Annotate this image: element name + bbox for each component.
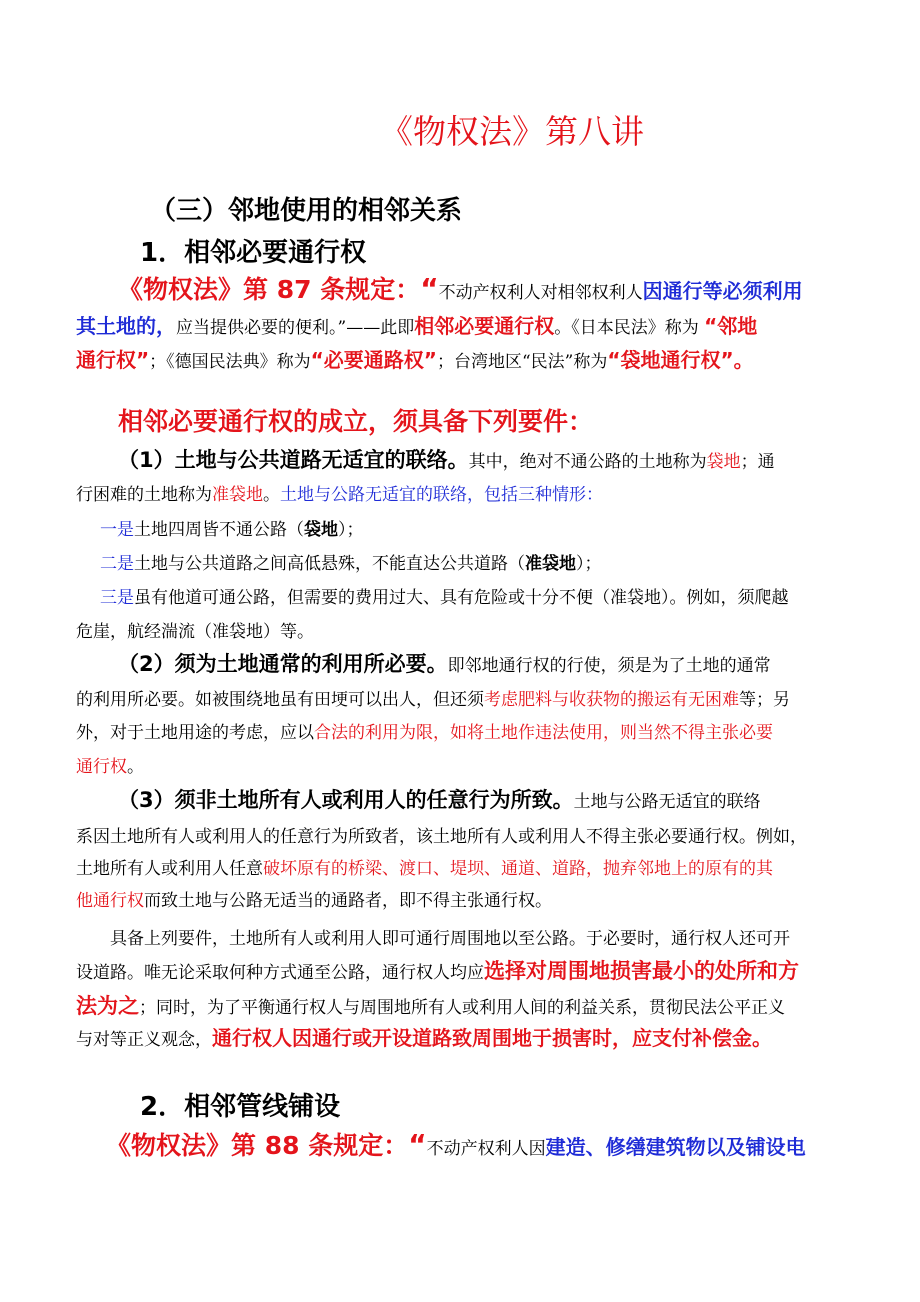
summary-text: 设道路。唯无论采取何种方式通至公路，通行权人均应 bbox=[76, 963, 484, 983]
subsection-heading-2: 2．相邻管线铺设 bbox=[140, 1092, 341, 1122]
req2-line-2 bbox=[76, 685, 790, 710]
summary-emph: 法为之 bbox=[76, 994, 139, 1018]
req1-text: 其中，绝对不通公路的土地称为 bbox=[468, 452, 707, 472]
quote-mark: “ bbox=[408, 1128, 427, 1161]
req2-text: 。 bbox=[127, 757, 144, 777]
req2-term: 考虑肥料与收获物的搬运有无困难 bbox=[484, 690, 739, 710]
art87-text: 不动产权利人对相邻权利人 bbox=[438, 283, 643, 303]
req1-line-1 bbox=[118, 444, 775, 474]
art87-line-3 bbox=[76, 344, 754, 373]
case-label: 三是 bbox=[100, 588, 134, 608]
summary-text: 与对等正义观念， bbox=[76, 1030, 212, 1050]
summary-text: ；同时，为了平衡通行权人与周围地所有人或利用人间的利益关系，贯彻民法公平正义 bbox=[139, 998, 785, 1018]
req3-text: 而致土地与公路无适当的通路者，即不得主张通行权。 bbox=[144, 891, 552, 911]
req1-heading: （1）土地与公共道路无适宜的联络。 bbox=[118, 448, 469, 472]
req2-text: 的利用所必要。如被围绕地虽有田埂可以出人，但还须 bbox=[76, 690, 484, 710]
art87-line-1 bbox=[118, 270, 803, 306]
quote-mark: “ bbox=[420, 272, 439, 305]
req2-line-4 bbox=[76, 752, 144, 777]
art88-lead: 《物权法》第 88 条规定： bbox=[106, 1131, 409, 1160]
case-term: 准袋地 bbox=[525, 554, 576, 574]
subsection-heading-1: 1．相邻必要通行权 bbox=[140, 238, 367, 268]
art87-text: ；《德国民法典》称为 bbox=[149, 352, 311, 372]
art87-term: “邻地 bbox=[704, 314, 758, 338]
req2-line-1 bbox=[118, 648, 771, 678]
art87-text: 。《日本民法》称为 bbox=[554, 318, 705, 338]
req1-text: 。 bbox=[263, 485, 280, 505]
req1-term: 袋地 bbox=[706, 452, 741, 472]
art87-term: 通行权” bbox=[76, 348, 150, 372]
case-3 bbox=[100, 583, 789, 608]
case-text: ）； bbox=[338, 520, 364, 540]
art87-emph: 其土地的， bbox=[76, 314, 176, 338]
art87-term: “必要通路权” bbox=[310, 348, 437, 372]
req2-text: 即邻地通行权的行使，须是为了土地的通常 bbox=[447, 656, 771, 676]
req3-term: 他通行权 bbox=[76, 891, 144, 911]
req3-line-3 bbox=[76, 854, 773, 879]
req2-text: 等；另 bbox=[739, 690, 790, 710]
req3-term: 破坏原有的桥梁、渡口、堤坝、通道、道路，抛弃邻地上的原有的其 bbox=[263, 859, 773, 879]
summary-line-3 bbox=[76, 990, 785, 1020]
case-term: 袋地 bbox=[304, 520, 338, 540]
req2-text: 外，对于土地用途的考虑，应以 bbox=[76, 723, 314, 743]
case-label: 一是 bbox=[100, 520, 134, 540]
case-text: 虽有他道可通公路，但需要的费用过大、具有危险或十分不便（准袋地）。例如，须爬越 bbox=[134, 588, 789, 608]
section-heading: （三）邻地使用的相邻关系 bbox=[150, 196, 463, 226]
page-title: 《物权法》第八讲 bbox=[380, 112, 644, 151]
art87-term: 。 bbox=[733, 348, 754, 372]
req1-line-2 bbox=[76, 480, 603, 505]
case-3-cont: 危崖，航经湍流（准袋地）等。 bbox=[76, 622, 314, 642]
req1-text: 行困难的土地称为 bbox=[76, 485, 212, 505]
req3-text: 土地与公路无适宜的联络 bbox=[573, 792, 761, 812]
art87-text: ；台湾地区“民法”称为 bbox=[436, 352, 608, 372]
req1-text: ；通 bbox=[740, 452, 775, 472]
summary-emph: 通行权人因通行或开设道路致周围地于损害时，应支付补偿金。 bbox=[212, 1026, 772, 1050]
summary-line-4 bbox=[76, 1022, 772, 1051]
case-1 bbox=[100, 515, 364, 540]
art87-term: “袋地通行权” bbox=[607, 348, 734, 372]
summary-emph: 选择对周围地损害最小的处所和方 bbox=[484, 959, 799, 983]
req3-text: 土地所有人或利用人任意 bbox=[76, 859, 263, 879]
req2-line-3 bbox=[76, 718, 773, 743]
art87-text: 应当提供必要的便利。”——此即 bbox=[176, 318, 415, 338]
art87-emph: 因通行等必须利用 bbox=[642, 279, 803, 303]
req3-line-4 bbox=[76, 886, 552, 911]
summary-line-2 bbox=[76, 955, 799, 985]
art87-term: 相邻必要通行权 bbox=[414, 314, 555, 338]
req3-heading: （3）须非土地所有人或利用人的任意行为所致。 bbox=[118, 788, 574, 812]
req1-emph: 土地与公路无适宜的联络，包括三种情形： bbox=[280, 485, 603, 505]
req1-term: 准袋地 bbox=[212, 485, 263, 505]
art88-emph: 建造、修缮建筑物以及铺设电 bbox=[545, 1135, 806, 1159]
art88-line-1 bbox=[106, 1126, 806, 1162]
case-text: 土地四周皆不通公路（ bbox=[134, 520, 304, 540]
art87-line-2 bbox=[76, 310, 757, 339]
req3-line-2: 系因土地所有人或利用人的任意行为所致者，该土地所有人或利用人不得主张必要通行权。例如， bbox=[76, 827, 807, 847]
req2-term: 合法的利用为限，如将土地作违法使用，则当然不得主张必要 bbox=[314, 723, 773, 743]
req2-heading: （2）须为土地通常的利用所必要。 bbox=[118, 652, 448, 676]
case-text: ）； bbox=[576, 554, 602, 574]
case-text: 土地与公共道路之间高低悬殊，不能直达公共道路（ bbox=[134, 554, 525, 574]
req3-line-1 bbox=[118, 784, 761, 814]
art87-lead: 《物权法》第 87 条规定： bbox=[118, 275, 421, 304]
case-label: 二是 bbox=[100, 554, 134, 574]
requirements-heading: 相邻必要通行权的成立，须具备下列要件： bbox=[118, 407, 594, 436]
case-2 bbox=[100, 549, 602, 574]
art88-text: 不动产权利人因 bbox=[426, 1139, 546, 1159]
summary-line-1: 具备上列要件，土地所有人或利用人即可通行周围地以至公路。于必要时，通行权人还可开 bbox=[110, 929, 790, 949]
req2-term: 通行权 bbox=[76, 757, 127, 777]
